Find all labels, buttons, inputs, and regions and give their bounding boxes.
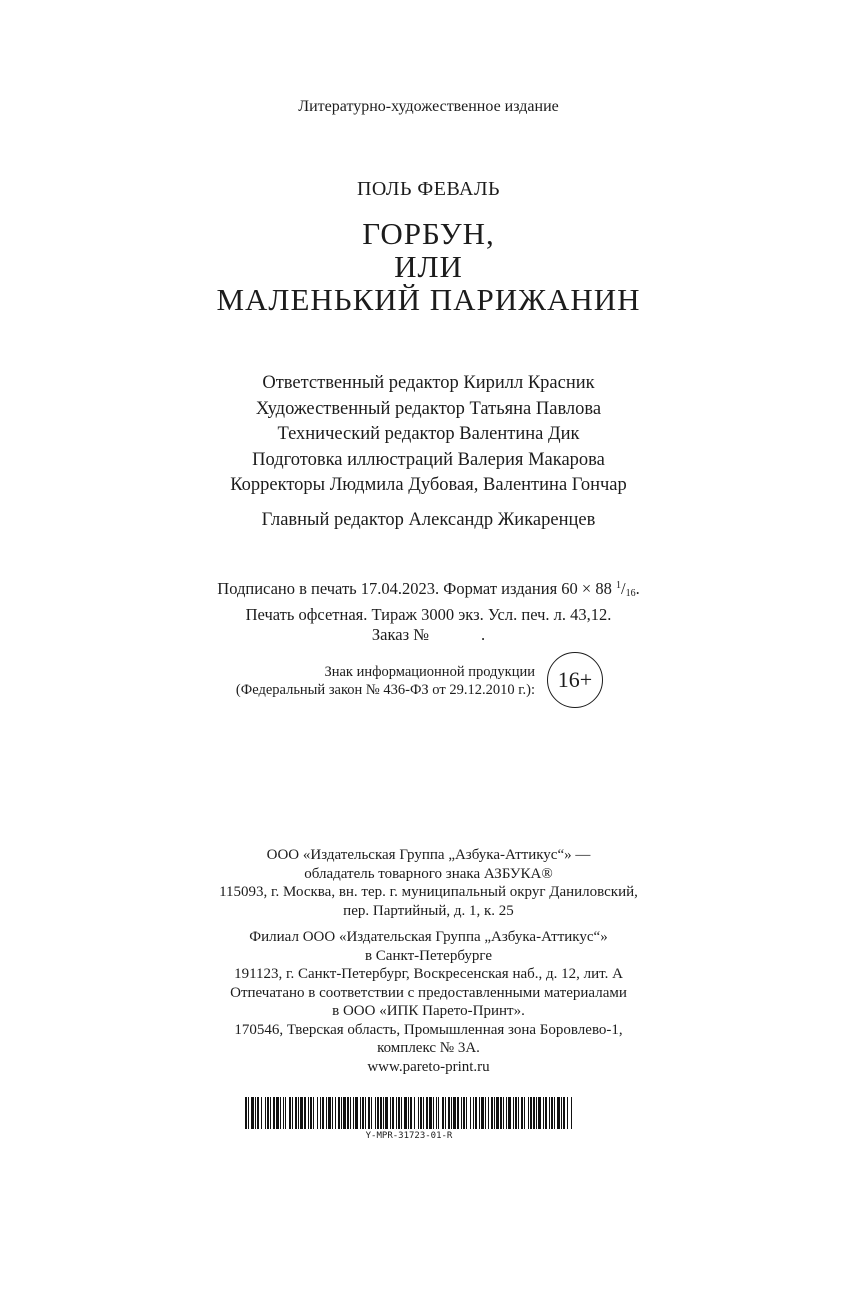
barcode-bar bbox=[270, 1097, 271, 1129]
barcode-bar bbox=[304, 1097, 306, 1129]
barcode-bar bbox=[538, 1097, 541, 1129]
print-info bbox=[0, 576, 857, 646]
branch-printer-info bbox=[0, 928, 857, 1076]
order-label: Заказ № bbox=[371, 625, 429, 644]
format-fraction-slash: / bbox=[620, 579, 626, 598]
edition-type: Литературно-художественное издание bbox=[298, 98, 559, 115]
info-sign-law: (Федеральный закон № 436-ФЗ от 29.12.2010 г.): bbox=[235, 682, 535, 698]
barcode-bar bbox=[528, 1097, 529, 1129]
credit-line: Корректоры Людмила Дубовая, Валентина Гончар bbox=[230, 475, 627, 495]
print-run-line: Печать офсетная. Тираж 3000 экз. Усл. печ. л. 43,12. bbox=[245, 604, 612, 624]
book-author: ПОЛЬ ФЕВАЛЬ bbox=[356, 178, 501, 200]
barcode-bar bbox=[261, 1097, 262, 1129]
barcode-bar bbox=[251, 1097, 254, 1129]
age-rating-label: 16+ bbox=[557, 667, 593, 692]
barcode-bar bbox=[561, 1097, 562, 1129]
barcode-bar bbox=[545, 1097, 547, 1129]
barcode-bar bbox=[298, 1097, 299, 1129]
barcode-bar bbox=[267, 1097, 269, 1129]
barcode-bar bbox=[310, 1097, 312, 1129]
barcode-bar bbox=[401, 1097, 402, 1129]
barcode-bar bbox=[518, 1097, 519, 1129]
barcode-bar bbox=[457, 1097, 459, 1129]
publisher-line: 115093, г. Москва, вн. тер. г. муниципальный округ Даниловский, bbox=[219, 884, 638, 900]
barcode-bar bbox=[500, 1097, 502, 1129]
barcode-bar bbox=[515, 1097, 517, 1129]
branch-line: Отпечатано в соответствии с предоставленными материалами bbox=[230, 984, 627, 1001]
title-line: ГОРБУН, bbox=[362, 216, 495, 251]
barcode-bar bbox=[554, 1097, 555, 1129]
barcode-bar bbox=[295, 1097, 297, 1129]
barcode-bar bbox=[506, 1097, 507, 1129]
branch-line: 170546, Тверская область, Промышленная зона Боровлево-1, bbox=[234, 1021, 623, 1038]
barcode-bar bbox=[362, 1097, 364, 1129]
barcode-bar bbox=[276, 1097, 279, 1129]
credit-line: Художественный редактор Татьяна Павлова bbox=[255, 398, 602, 419]
barcode-bar bbox=[375, 1097, 376, 1129]
barcode-bar bbox=[328, 1097, 331, 1129]
barcode-bar bbox=[470, 1097, 471, 1129]
barcode-bar bbox=[445, 1097, 446, 1129]
barcode-bar bbox=[280, 1097, 281, 1129]
credit-line: Технический редактор Валентина Дик bbox=[277, 424, 580, 444]
barcode-bar bbox=[313, 1097, 314, 1129]
barcode-bar bbox=[426, 1097, 428, 1129]
publisher-line: обладатель товарного знака АЗБУКА® bbox=[304, 865, 553, 882]
barcode-bar bbox=[408, 1097, 409, 1129]
book-title bbox=[0, 217, 857, 316]
barcode-bar bbox=[442, 1097, 444, 1129]
barcode-bar bbox=[289, 1097, 291, 1129]
barcode-bar bbox=[418, 1097, 419, 1129]
credit-line: Подготовка иллюстраций Валерия Макарова bbox=[252, 449, 605, 470]
barcode-bar bbox=[503, 1097, 504, 1129]
barcode-bar bbox=[571, 1097, 572, 1129]
print-format-line bbox=[0, 576, 857, 605]
barcode-bar bbox=[255, 1097, 256, 1129]
barcode-bar bbox=[338, 1097, 340, 1129]
branch-line: в Санкт-Петербурге bbox=[364, 947, 493, 964]
barcode-bar bbox=[377, 1097, 379, 1129]
order-line bbox=[0, 625, 857, 646]
format-fraction-numerator: 1 bbox=[615, 580, 621, 591]
barcode-bar bbox=[488, 1097, 489, 1129]
barcode-bar bbox=[448, 1097, 450, 1129]
barcode-bar bbox=[549, 1097, 550, 1129]
barcode-bar bbox=[248, 1097, 249, 1129]
barcode-bar bbox=[320, 1097, 321, 1129]
publisher-line: ООО «Издательская Группа „Азбука-Аттикус“» — bbox=[266, 847, 591, 863]
barcode-bar bbox=[567, 1097, 568, 1129]
barcode-bar bbox=[473, 1097, 474, 1129]
branch-line: 191123, г. Санкт-Петербург, Воскресенская наб., д. 12, лит. А bbox=[234, 966, 623, 982]
barcode-bar bbox=[521, 1097, 523, 1129]
info-sign-line: Знак информационной продукции bbox=[324, 664, 535, 680]
barcode-bar bbox=[433, 1097, 434, 1129]
barcode-bar bbox=[494, 1097, 495, 1129]
barcode bbox=[245, 1097, 573, 1129]
title-line: МАЛЕНЬКИЙ ПАРИЖАНИН bbox=[216, 282, 641, 317]
order-end: . bbox=[480, 625, 486, 644]
barcode-bar bbox=[423, 1097, 424, 1129]
barcode-bar bbox=[513, 1097, 514, 1129]
barcode-bar bbox=[300, 1097, 303, 1129]
print-format-text: Подписано в печать 17.04.2023. Формат издания 60 × 88 bbox=[217, 579, 616, 598]
barcode-bar bbox=[343, 1097, 346, 1129]
barcode-bar bbox=[392, 1097, 394, 1129]
barcode-bar bbox=[273, 1097, 275, 1129]
barcode-bar bbox=[551, 1097, 553, 1129]
barcode-bar bbox=[360, 1097, 361, 1129]
barcode-bar bbox=[398, 1097, 400, 1129]
barcode-bar bbox=[461, 1097, 462, 1129]
barcode-code: Y-MPR-31723-01-R bbox=[365, 1131, 453, 1141]
barcode-bar bbox=[451, 1097, 452, 1129]
barcode-bar bbox=[347, 1097, 349, 1129]
barcode-bar bbox=[475, 1097, 477, 1129]
barcode-bar bbox=[368, 1097, 370, 1129]
branch-line: в ООО «ИПК Парето-Принт». bbox=[332, 1003, 525, 1019]
publisher-info bbox=[0, 846, 857, 920]
barcode-bar bbox=[420, 1097, 422, 1129]
barcode-bar bbox=[285, 1097, 286, 1129]
barcode-bar bbox=[257, 1097, 259, 1129]
format-fraction-denominator: 16 bbox=[625, 588, 636, 599]
barcode-bar bbox=[353, 1097, 354, 1129]
barcode-bar bbox=[508, 1097, 511, 1129]
barcode-bar bbox=[404, 1097, 407, 1129]
barcode-bar bbox=[396, 1097, 397, 1129]
barcode-bar bbox=[530, 1097, 532, 1129]
barcode-bar bbox=[481, 1097, 484, 1129]
barcode-bar bbox=[245, 1097, 247, 1129]
info-sign-text bbox=[205, 663, 535, 699]
barcode-bar bbox=[355, 1097, 358, 1129]
barcode-bar bbox=[524, 1097, 525, 1129]
barcode-bar bbox=[536, 1097, 537, 1129]
barcode-bar bbox=[563, 1097, 565, 1129]
barcode-bar bbox=[308, 1097, 309, 1129]
barcode-bar bbox=[322, 1097, 324, 1129]
barcode-bar bbox=[292, 1097, 293, 1129]
barcode-bar bbox=[491, 1097, 493, 1129]
barcode-bar bbox=[410, 1097, 412, 1129]
barcode-bar bbox=[390, 1097, 391, 1129]
barcode-bar bbox=[380, 1097, 382, 1129]
barcode-bar bbox=[438, 1097, 439, 1129]
barcode-bar bbox=[283, 1097, 284, 1129]
barcode-bar bbox=[533, 1097, 535, 1129]
barcode-bar bbox=[326, 1097, 327, 1129]
barcode-bar bbox=[429, 1097, 432, 1129]
barcode-bar bbox=[335, 1097, 336, 1129]
barcode-bar bbox=[365, 1097, 366, 1129]
age-rating-badge bbox=[547, 652, 603, 708]
branch-line: комплекс № 3А. bbox=[377, 1040, 480, 1056]
barcode-bar bbox=[453, 1097, 456, 1129]
barcode-bar bbox=[332, 1097, 333, 1129]
barcode-bar bbox=[341, 1097, 342, 1129]
chief-editor: Главный редактор Александр Жикаренцев bbox=[261, 510, 596, 530]
barcode-bar bbox=[317, 1097, 318, 1129]
editorial-credits bbox=[0, 371, 857, 499]
barcode-bar bbox=[463, 1097, 465, 1129]
credit-line: Ответственный редактор Кирилл Красник bbox=[262, 373, 595, 393]
barcode-bar bbox=[265, 1097, 266, 1129]
barcode-bar bbox=[466, 1097, 467, 1129]
barcode-bar bbox=[385, 1097, 388, 1129]
barcode-bar bbox=[479, 1097, 480, 1129]
printer-website: www.pareto-print.ru bbox=[367, 1058, 490, 1075]
title-line: ИЛИ bbox=[394, 249, 463, 284]
barcode-bar bbox=[436, 1097, 437, 1129]
barcode-bar bbox=[371, 1097, 372, 1129]
barcode-bar bbox=[383, 1097, 384, 1129]
publisher-line: пер. Партийный, д. 1, к. 25 bbox=[343, 902, 514, 919]
barcode-bar bbox=[485, 1097, 486, 1129]
branch-line: Филиал ООО «Издательская Группа „Азбука-Аттикус“» bbox=[249, 929, 608, 945]
barcode-bar bbox=[557, 1097, 560, 1129]
barcode-bar bbox=[350, 1097, 351, 1129]
barcode-bar bbox=[414, 1097, 415, 1129]
print-format-end: . bbox=[635, 579, 640, 598]
barcode-bar bbox=[496, 1097, 499, 1129]
barcode-bar bbox=[543, 1097, 544, 1129]
